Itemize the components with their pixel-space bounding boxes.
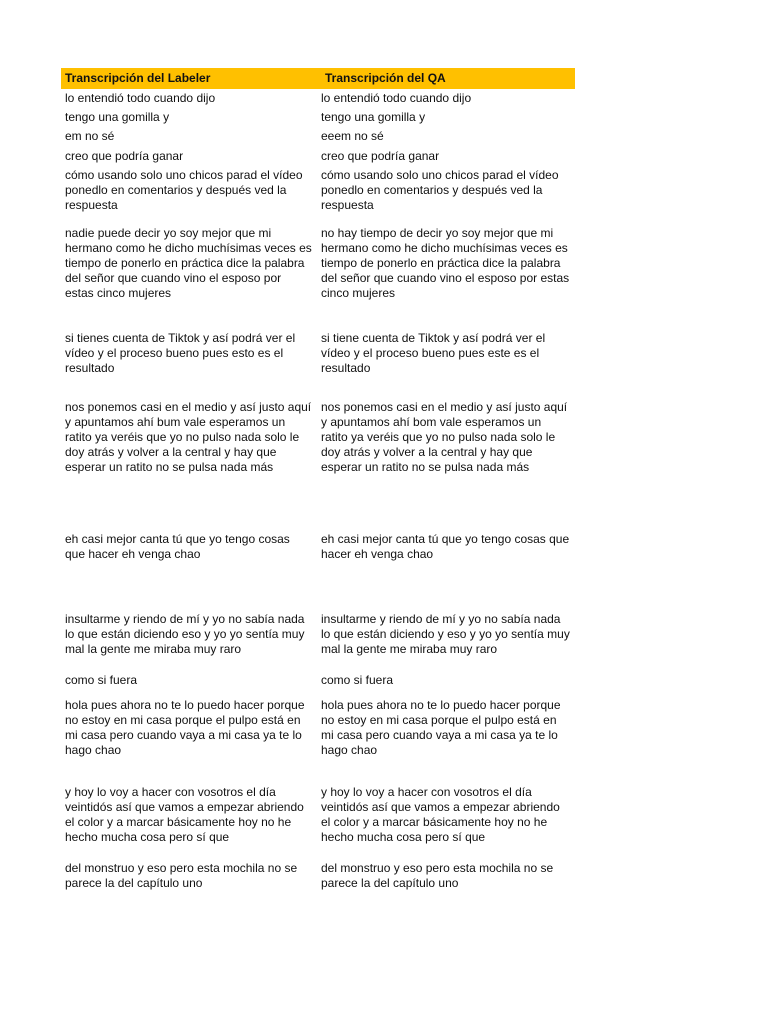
cell-labeler: y hoy lo voy a hacer con vosotros el día veintidós así que vamos a empezar abriendo el color y a marcar básicamente hoy no he hecho mucha cosa pero sí que (65, 785, 304, 844)
table-row (61, 329, 575, 398)
cell-labeler: insultarme y riendo de mí y yo no sabía nada lo que están diciendo eso y yo yo sentía muy mal la gente me miraba muy raro (65, 612, 305, 656)
table-row (61, 147, 575, 166)
table-row (61, 166, 575, 224)
table-row (61, 108, 575, 127)
table-header (61, 68, 575, 89)
cell-qa: hola pues ahora no te lo puedo hacer porque no estoy en mi casa porque el pulpo está en mi casa pero cuando vaya a mi casa ya te lo hago chao (321, 698, 561, 757)
cell-labeler: creo que podría ganar (65, 149, 184, 163)
cell-qa: cómo usando solo uno chicos parad el vídeo ponedlo en comentarios y después ved la respuesta (321, 168, 559, 212)
table-row (61, 398, 575, 530)
table-body (61, 89, 575, 919)
cell-labeler: hola pues ahora no te lo puedo hacer porque no estoy en mi casa porque el pulpo está en mi casa pero cuando vaya a mi casa ya te lo hago chao (65, 698, 305, 757)
table-row (61, 671, 575, 696)
cell-labeler: em no sé (65, 129, 115, 143)
cell-qa: creo que podría ganar (321, 149, 440, 163)
cell-labeler: si tienes cuenta de Tiktok y así podrá ver el vídeo y el proceso bueno pues esto es el resultado (65, 331, 296, 375)
cell-qa: insultarme y riendo de mí y yo no sabía nada lo que están diciendo y eso y yo yo sentía muy mal la gente me miraba muy raro (321, 612, 570, 656)
transcription-table (61, 68, 575, 919)
cell-qa: nos ponemos casi en el medio y así justo aquí y apuntamos ahí bom vale esperamos un ratito ya veréis que yo no pulso nada solo le doy atrás y volver a la central y hay que esperar un ratito no se pulsa nada más (321, 400, 568, 474)
cell-qa: como si fuera (321, 673, 394, 687)
cell-labeler: tengo una gomilla y (65, 110, 170, 124)
cell-labeler: del monstruo y eso pero esta mochila no se parece la del capítulo uno (65, 861, 298, 890)
table-row (61, 89, 575, 108)
cell-qa: eh casi mejor canta tú que yo tengo cosas que hacer eh venga chao (321, 532, 570, 561)
table-row (61, 610, 575, 671)
cell-qa: tengo una gomilla y (321, 110, 426, 124)
cell-qa: del monstruo y eso pero esta mochila no se parece la del capítulo uno (321, 861, 554, 890)
cell-labeler: cómo usando solo uno chicos parad el vídeo ponedlo en comentarios y después ved la respuesta (65, 168, 303, 212)
cell-labeler: lo entendió todo cuando dijo (65, 91, 216, 105)
table-row (61, 530, 575, 610)
header-labeler: Transcripción del Labeler (65, 71, 211, 85)
table-row (61, 127, 575, 147)
cell-qa: eeem no sé (321, 129, 384, 143)
table-row (61, 859, 575, 919)
table-row (61, 696, 575, 783)
cell-qa: no hay tiempo de decir yo soy mejor que mi hermano como he dicho muchísimas veces es tiempo de ponerlo en práctica dice la palabra del señor que cuando vino el esposo por estas cinco mujeres (321, 226, 570, 300)
cell-qa: y hoy lo voy a hacer con vosotros el día veintidós así que vamos a empezar abriendo el color y a marcar básicamente hoy no he hecho mucha cosa pero sí que (321, 785, 560, 844)
cell-labeler: eh casi mejor canta tú que yo tengo cosas que hacer eh venga chao (65, 532, 290, 561)
table-row (61, 224, 575, 329)
cell-labeler: como si fuera (65, 673, 138, 687)
cell-qa: si tiene cuenta de Tiktok y así podrá ver el vídeo y el proceso bueno pues este es el resultado (321, 331, 546, 375)
cell-labeler: nos ponemos casi en el medio y así justo aquí y apuntamos ahí bum vale esperamos un ratito ya veréis que yo no pulso nada solo le doy atrás y volver a la central y hay que esperar un ratito no se pulsa nada más (65, 400, 312, 474)
table-row (61, 783, 575, 859)
header-qa: Transcripción del QA (325, 71, 446, 85)
cell-labeler: nadie puede decir yo soy mejor que mi hermano como he dicho muchísimas veces es tiempo de ponerlo en práctica dice la palabra del señor que cuando vino el esposo por estas cinco mujeres (65, 226, 312, 300)
cell-qa: lo entendió todo cuando dijo (321, 91, 472, 105)
